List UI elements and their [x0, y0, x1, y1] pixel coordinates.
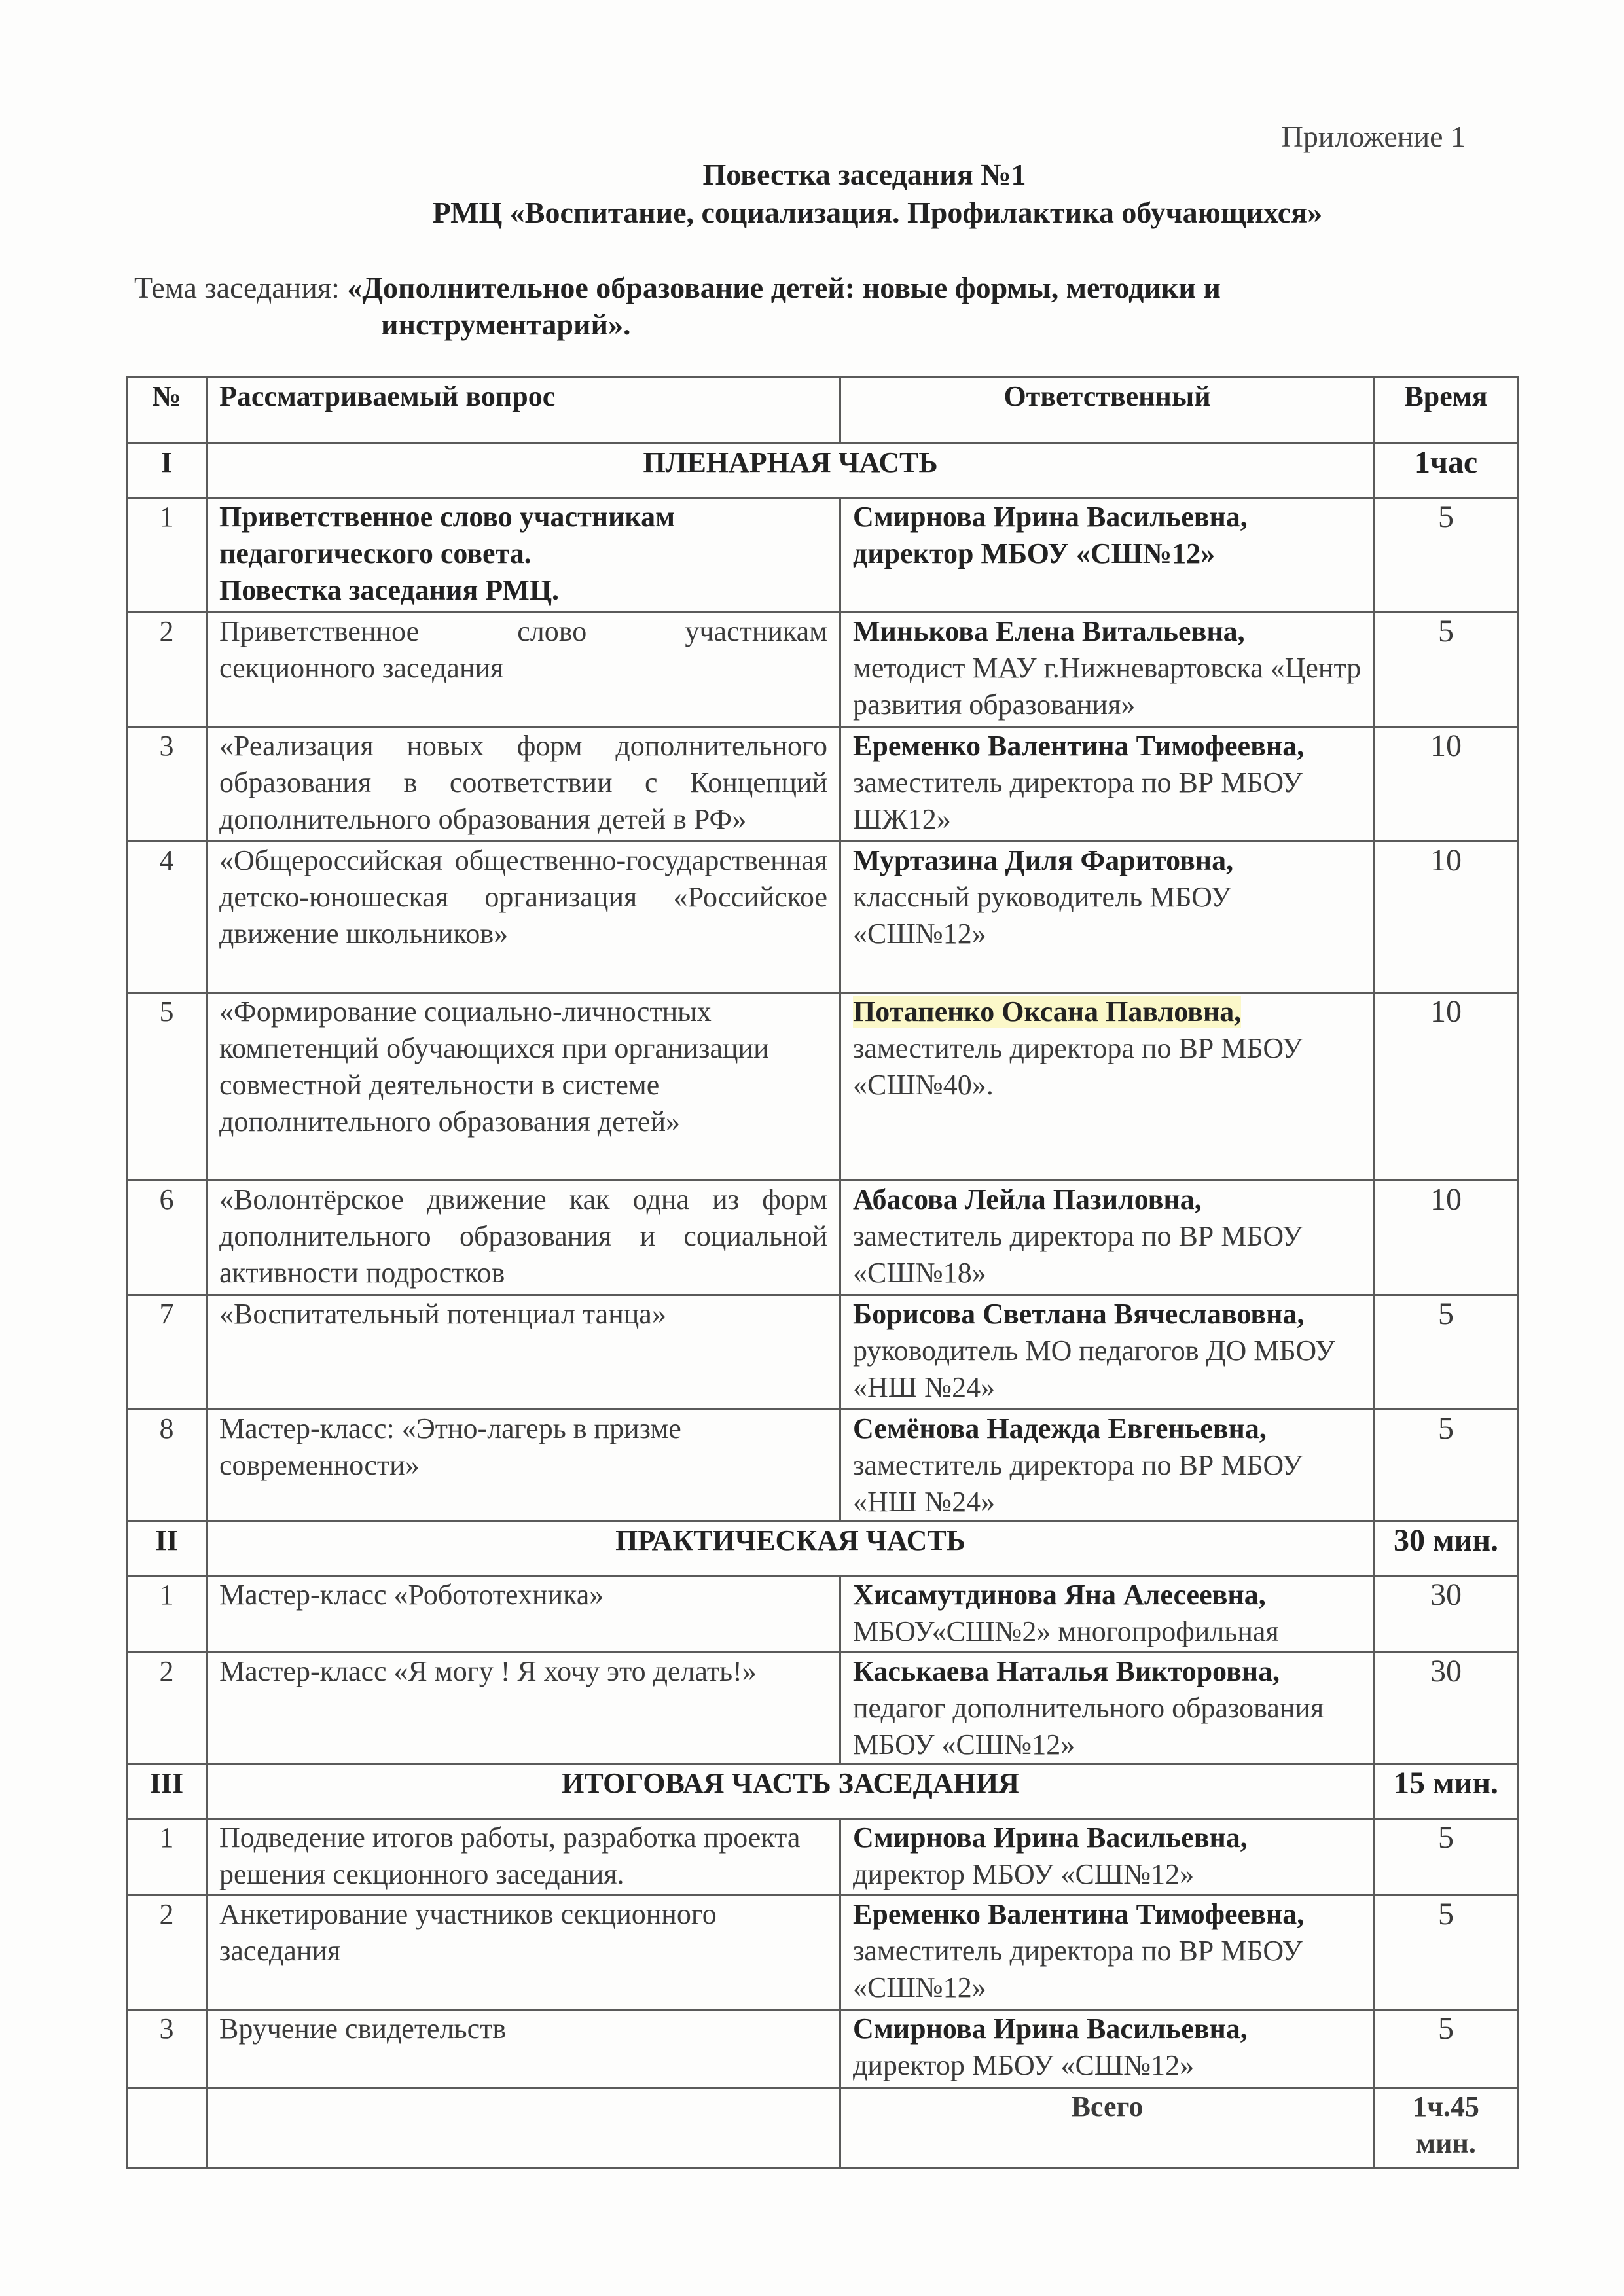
responsible-role: руководитель МО педагогов ДО МБОУ «НШ №24»	[853, 1335, 1335, 1403]
row-time: 10	[1375, 1181, 1518, 1295]
section-title: ИТОГОВАЯ ЧАСТЬ ЗАСЕДАНИЯ	[207, 1765, 1375, 1819]
row-responsible	[840, 1181, 1375, 1295]
responsible-name: Муртазина Диля Фаритовна,	[853, 844, 1234, 876]
responsible-role: педагог дополнительного образования МБОУ «СШ№12»	[853, 1692, 1324, 1761]
topic-value-line2: инструментарий».	[381, 308, 631, 341]
total-empty-question	[207, 2088, 840, 2168]
responsible-role: методист МАУ г.Нижневартовска «Центр развития образования»	[853, 652, 1362, 721]
row-time: 5	[1375, 1410, 1518, 1522]
row-question: Мастер-класс «Робототехника»	[207, 1576, 840, 1653]
topic-value-line1: «Дополнительное образование детей: новые формы, методики и	[347, 271, 1221, 304]
row-question: Анкетирование участников секционного заседания	[207, 1895, 840, 2010]
row-responsible	[840, 1576, 1375, 1653]
section-num: I	[127, 444, 207, 498]
responsible-name: Смирнова Ирина Васильевна,	[853, 1821, 1248, 1854]
row-question: Подведение итогов работы, разработка проекта решения секционного заседания.	[207, 1819, 840, 1895]
row-question: «Формирование социально-личностных компетенций обучающихся при организации совместной деятельности в системе дополнительного образования детей»	[207, 993, 840, 1181]
row-num: 1	[127, 1576, 207, 1653]
question-line: Приветственное слово участникам	[219, 615, 827, 647]
table-row	[127, 2010, 1518, 2088]
question-line: педагогического совета.	[219, 537, 532, 569]
row-time: 10	[1375, 842, 1518, 993]
total-value: 1ч.45 мин.	[1375, 2088, 1518, 2168]
row-time: 5	[1375, 498, 1518, 613]
table-row	[127, 1819, 1518, 1895]
row-num: 2	[127, 1895, 207, 2010]
table-row	[127, 1181, 1518, 1295]
page-title: Повестка заседания №1	[702, 158, 1026, 191]
row-responsible	[840, 842, 1375, 993]
table-row	[127, 498, 1518, 613]
responsible-role: заместитель директора по ВР МБОУ «НШ №24»	[853, 1449, 1303, 1518]
row-time: 30	[1375, 1576, 1518, 1653]
row-question: «Общероссийская общественно-государственная детско-юношеская организация «Российское движение школьников»	[207, 842, 840, 993]
row-num: 3	[127, 2010, 207, 2088]
responsible-name: Минькова Елена Витальевна,	[853, 615, 1245, 647]
responsible-name-highlighted: Потапенко Оксана Павловна,	[853, 996, 1242, 1028]
row-num: 4	[127, 842, 207, 993]
responsible-role: МБОУ«СШ№2» многопрофильная	[853, 1615, 1279, 1647]
row-num: 2	[127, 613, 207, 727]
row-time: 5	[1375, 613, 1518, 727]
header-question: Рассматриваемый вопрос	[207, 378, 840, 444]
responsible-name: Смирнова Ирина Васильевна,	[853, 501, 1248, 533]
row-num: 1	[127, 1819, 207, 1895]
section-row-plenary	[127, 444, 1518, 498]
section-num: II	[127, 1522, 207, 1576]
total-label: Всего	[840, 2088, 1375, 2168]
row-num: 7	[127, 1295, 207, 1410]
page-subtitle: РМЦ «Воспитание, социализация. Профилактика обучающихся»	[432, 196, 1323, 229]
row-question	[207, 613, 840, 727]
row-num: 1	[127, 498, 207, 613]
responsible-role: заместитель директора по ВР МБОУ «СШ№18»	[853, 1220, 1303, 1289]
row-question	[207, 498, 840, 613]
row-responsible	[840, 1653, 1375, 1765]
row-responsible	[840, 1895, 1375, 2010]
row-responsible	[840, 1819, 1375, 1895]
section-time: 30 мин.	[1375, 1522, 1518, 1576]
responsible-name: Каськаева Наталья Викторовна,	[853, 1655, 1280, 1687]
section-row-practical	[127, 1522, 1518, 1576]
responsible-role: заместитель директора по ВР МБОУ «СШ№12»	[853, 1935, 1303, 2003]
responsible-role: директор МБОУ «СШ№12»	[853, 2049, 1195, 2081]
meeting-topic	[134, 270, 1352, 343]
row-question: Мастер-класс «Я могу ! Я хочу это делать!»	[207, 1653, 840, 1765]
row-responsible	[840, 993, 1375, 1181]
row-num: 6	[127, 1181, 207, 1295]
row-time: 10	[1375, 727, 1518, 842]
table-row	[127, 1295, 1518, 1410]
responsible-name: Абасова Лейла Пазиловна,	[853, 1183, 1202, 1215]
responsible-role: классный руководитель МБОУ «СШ№12»	[853, 881, 1231, 950]
header-num: №	[127, 378, 207, 444]
section-title: ПЛЕНАРНАЯ ЧАСТЬ	[207, 444, 1375, 498]
row-question: Вручение свидетельств	[207, 2010, 840, 2088]
responsible-name: Борисова Светлана Вячеславовна,	[853, 1298, 1305, 1330]
section-row-final	[127, 1765, 1518, 1819]
row-num: 5	[127, 993, 207, 1181]
table-row	[127, 1576, 1518, 1653]
section-time: 15 мин.	[1375, 1765, 1518, 1819]
responsible-role: заместитель директора по ВР МБОУ «СШ№40».	[853, 1032, 1303, 1101]
table-row	[127, 1653, 1518, 1765]
total-empty-num	[127, 2088, 207, 2168]
row-time: 10	[1375, 993, 1518, 1181]
section-title: ПРАКТИЧЕСКАЯ ЧАСТЬ	[207, 1522, 1375, 1576]
total-row	[127, 2088, 1518, 2168]
question-line: Повестка заседания РМЦ.	[219, 574, 560, 606]
header-time: Время	[1375, 378, 1518, 444]
row-question: «Воспитательный потенциал танца»	[207, 1295, 840, 1410]
row-time: 5	[1375, 1819, 1518, 1895]
table-row	[127, 1410, 1518, 1522]
responsible-name: Еременко Валентина Тимофеевна,	[853, 730, 1305, 762]
responsible-role: директор МБОУ «СШ№12»	[853, 1858, 1195, 1890]
section-num: III	[127, 1765, 207, 1819]
row-num: 2	[127, 1653, 207, 1765]
responsible-name: Хисамутдинова Яна Алесеевна,	[853, 1579, 1266, 1611]
row-responsible	[840, 2010, 1375, 2088]
table-row	[127, 613, 1518, 727]
row-responsible	[840, 498, 1375, 613]
responsible-role: заместитель директора по ВР МБОУ ШЖ12»	[853, 766, 1303, 835]
table-row	[127, 727, 1518, 842]
responsible-role: директор МБОУ «СШ№12»	[853, 537, 1216, 569]
row-responsible	[840, 727, 1375, 842]
row-responsible	[840, 613, 1375, 727]
row-num: 8	[127, 1410, 207, 1522]
table-header-row	[127, 378, 1518, 444]
responsible-name: Еременко Валентина Тимофеевна,	[853, 1898, 1305, 1930]
table-row	[127, 993, 1518, 1181]
row-num: 3	[127, 727, 207, 842]
row-question: Мастер-класс: «Этно-лагерь в призме современности»	[207, 1410, 840, 1522]
row-question: «Реализация новых форм дополнительного образования в соответствии с Концепций дополнительного образования детей в РФ»	[207, 727, 840, 842]
row-responsible	[840, 1295, 1375, 1410]
row-time: 5	[1375, 1895, 1518, 2010]
question-line: секционного заседания	[219, 652, 504, 684]
row-time: 5	[1375, 1295, 1518, 1410]
table-row	[127, 1895, 1518, 2010]
responsible-name: Семёнова Надежда Евгеньевна,	[853, 1412, 1267, 1444]
row-time: 5	[1375, 2010, 1518, 2088]
table-row	[127, 842, 1518, 993]
topic-label: Тема заседания:	[134, 271, 348, 304]
agenda-table	[126, 376, 1519, 2169]
row-time: 30	[1375, 1653, 1518, 1765]
row-question: «Волонтёрское движение как одна из форм дополнительного образования и социальной активности подростков	[207, 1181, 840, 1295]
header-responsible: Ответственный	[840, 378, 1375, 444]
question-line: Приветственное слово участникам	[219, 501, 676, 533]
responsible-name: Смирнова Ирина Васильевна,	[853, 2013, 1248, 2045]
appendix-label: Приложение 1	[1281, 120, 1466, 153]
section-time: 1час	[1375, 444, 1518, 498]
row-responsible	[840, 1410, 1375, 1522]
